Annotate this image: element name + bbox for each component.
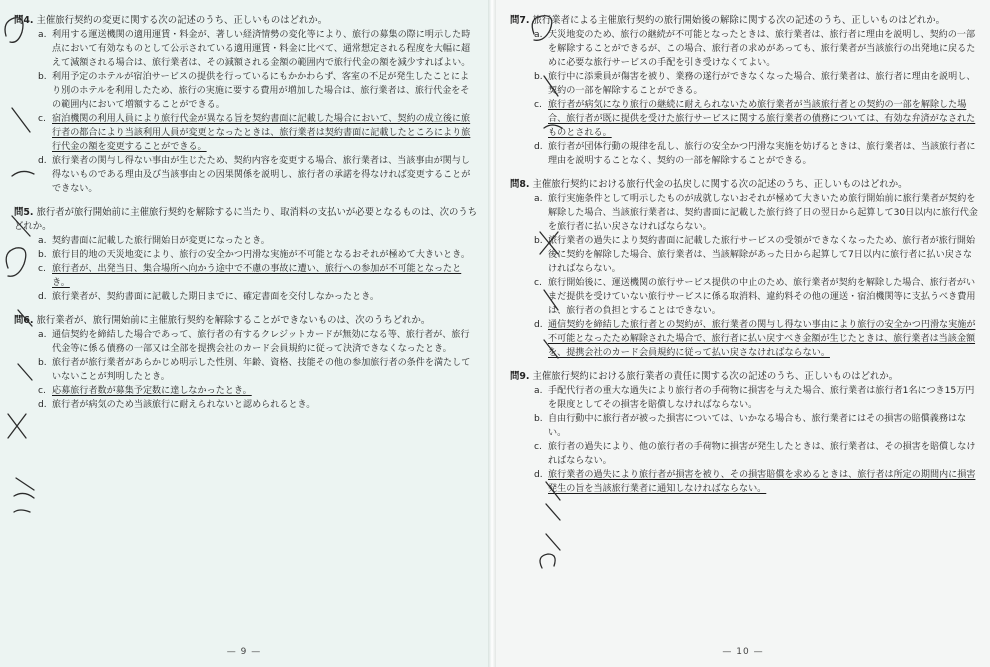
option-text-underlined: 通信契約を締結した旅行者との契約が、旅行業者の関与し得ない事由により旅行の安全かつ円滑な実施が不可能となったため解除された場合で、旅行者に払い戻すべき金額が生じたときは、旅行業者は当該金額を、提携会社のカード会員規約に従って払い戻さなければならない。	[548, 320, 976, 358]
option-label: c.	[38, 386, 46, 396]
option-text: 旅行実施条件として明示したものが成就しないおそれが極めて大きいため旅行開始前に旅行業者が契約を解除した場合、当該旅行業者は、契約書面に記載した旅行終了日の翌日から起算して30日以内に旅行代金を旅行者に払い戻さなければならない。	[548, 194, 978, 232]
option-label: d.	[38, 156, 47, 166]
page-right	[496, 0, 990, 667]
option-text-underlined: 旅行者が、出発当日、集合場所へ向かう途中で不慮の事故に遭い、旅行への参加が不可能となったとき。	[52, 264, 462, 288]
option-b[interactable]	[510, 412, 980, 440]
option-label: b.	[534, 414, 543, 424]
option-d[interactable]	[14, 398, 478, 412]
option-text: 旅行開始後に、運送機関の旅行サービス提供の中止のため、旅行業者が契約を解除した場合、旅行者がいまだ提供を受けていない旅行サービスに係る取消料、違約料その他の運送・宿泊機関等に支払うべき費用は、旅行者の負担とすることはできない。	[548, 278, 976, 316]
option-text: 旅行者が団体行動の規律を乱し、旅行の安全かつ円滑な実施を妨げるときは、旅行業者は、当該旅行者に理由を説明することなく、契約の一部を解除することができる。	[548, 142, 976, 166]
option-text: 手配代行者の重大な過失により旅行者の手荷物に損害を与えた場合、旅行業者は旅行者1名につき15万円を限度としてその損害を賠償しなければならない。	[548, 386, 975, 410]
option-b[interactable]	[510, 234, 980, 276]
option-b[interactable]	[14, 70, 478, 112]
question-heading	[14, 314, 478, 328]
option-a[interactable]	[14, 28, 478, 70]
question-number: 問8.	[510, 179, 530, 190]
option-text: 通信契約を締結した場合であって、旅行者の有するクレジットカードが無効になる等、旅行者が、旅行代金等に係る債務の一部又は全部を提携会社のカード会員規約に従って決済できなくなったとき。	[52, 330, 470, 354]
question-text: 主催旅行契約における旅行代金の払戻しに関する次の記述のうち、正しいものはどれか。	[532, 179, 908, 190]
option-label: b.	[38, 250, 47, 260]
page-left	[0, 0, 488, 667]
option-label: c.	[534, 442, 542, 452]
option-label: d.	[534, 470, 543, 480]
question-heading	[510, 178, 980, 192]
check-mark-q6c	[14, 493, 34, 498]
option-label: a.	[534, 30, 543, 40]
option-label: a.	[38, 30, 47, 40]
option-d[interactable]	[14, 290, 478, 304]
option-c[interactable]	[14, 384, 478, 398]
question-8	[510, 178, 980, 360]
slash-mark-q9c	[546, 534, 560, 550]
option-text-underlined: 宿泊機関の利用人員により旅行代金が異なる旨を契約書面に記載した場合において、契約の成立後に旅行者の都合により当該利用人員が変更となったときは、旅行業者は契約書面に記載したところにより旅行代金の額を変更することができる。	[52, 114, 471, 152]
option-d[interactable]	[510, 468, 980, 496]
option-label: a.	[38, 330, 47, 340]
option-text: 利用予定のホテルが宿泊サービスの提供を行っているにもかかわらず、客室の不足が発生したことにより別のホテルを利用したため、旅行の実施に要する費用が増加した場合は、旅行業者は、旅行代金をその範囲内において増額することができる。	[52, 72, 470, 110]
option-text: 旅行者の過失により、他の旅行者の手荷物に損害が発生したときは、旅行業者は、その損害を賠償しなければならない。	[548, 442, 976, 466]
option-a[interactable]	[14, 234, 478, 248]
option-label: d.	[38, 292, 47, 302]
option-d[interactable]	[510, 140, 980, 168]
option-text-underlined: 応募旅行者数が募集予定数に達しなかったとき。	[52, 386, 252, 396]
option-label: d.	[534, 142, 543, 152]
question-number: 問9.	[510, 371, 530, 382]
check-mark-q9d	[540, 554, 555, 568]
question-number: 問5.	[14, 207, 34, 218]
option-c[interactable]	[510, 276, 980, 318]
option-label: c.	[38, 114, 46, 124]
question-heading	[510, 14, 980, 28]
option-a[interactable]	[510, 28, 980, 70]
question-heading	[14, 206, 478, 234]
option-label: a.	[38, 236, 47, 246]
question-text: 旅行業者による主催旅行契約の旅行開始後の解除に関する次の記述のうち、正しいものはどれか。	[532, 15, 945, 26]
option-text-underlined: 旅行業者の過失により旅行者が損害を被り、その損害賠償を求めるときは、旅行者は所定の期間内に損害発生の旨を当該旅行業者に通知しなければならない。	[548, 470, 976, 494]
option-label: d.	[534, 320, 543, 330]
option-c[interactable]	[14, 112, 478, 154]
option-d[interactable]	[14, 154, 478, 196]
option-label: b.	[534, 236, 543, 246]
page-number-right: — 10 —	[722, 647, 764, 657]
option-text: 自由行動中に旅行者が被った損害については、いかなる場合も、旅行業者にはその損害の賠償義務はない。	[548, 414, 967, 438]
option-text: 旅行業者が、契約書面に記載した期日までに、確定書面を交付しなかったとき。	[52, 292, 380, 302]
option-text: 旅行中に添乗員が傷害を被り、業務の遂行ができなくなった場合、旅行業者は、旅行者に理由を説明し、契約の一部を解除することができる。	[548, 72, 976, 96]
slash-mark-q9b	[546, 504, 560, 520]
book-gutter	[488, 0, 496, 667]
option-c[interactable]	[510, 98, 980, 140]
option-text: 旅行者が旅行業者があらかじめ明示した性別、年齢、資格、技能その他の参加旅行者の条件を満たしていないことが判明したとき。	[52, 358, 471, 382]
option-text-underlined: 旅行者が病気になり旅行の継続に耐えられないため旅行業者が当該旅行者との契約の一部を解除した場合、旅行者が既に提供を受けた旅行サービスに関する旅行業者の債務については、有効な弁済がなされたものとされる。	[548, 100, 976, 138]
option-text: 旅行業者の関与し得ない事由が生じたため、契約内容を変更する場合、旅行業者は、当該事由が関与し得ないものである理由及び当該事由との因果関係を説明し、旅行者の承諾を得なければ変更することができない。	[52, 156, 471, 194]
option-label: c.	[38, 264, 46, 274]
question-6	[14, 314, 478, 412]
option-c[interactable]	[510, 440, 980, 468]
question-5	[14, 206, 478, 304]
option-label: a.	[534, 386, 543, 396]
option-text: 旅行業者の過失により契約書面に記載した旅行サービスの受領ができなくなったため、旅行者が旅行開始後に契約を解除した場合、旅行業者は、当該解除があった日から起算して7日以内に旅行者に払い戻さなければならない。	[548, 236, 976, 274]
option-label: b.	[38, 358, 47, 368]
option-label: a.	[534, 194, 543, 204]
option-text: 旅行目的地の天災地変により、旅行の安全かつ円滑な実施が不可能となるおそれが極めて大きいとき。	[52, 250, 470, 260]
option-text: 契約書面に記載した旅行開始日が変更になったとき。	[52, 236, 270, 246]
check-mark-q6d	[14, 510, 30, 512]
option-label: b.	[534, 72, 543, 82]
left-content	[14, 14, 478, 422]
option-d[interactable]	[510, 318, 980, 360]
right-content	[510, 14, 980, 506]
option-text: 旅行者が病気のため当該旅行に耐えられないと認められるとき。	[52, 400, 316, 410]
option-b[interactable]	[510, 70, 980, 98]
option-label: b.	[38, 72, 47, 82]
option-a[interactable]	[14, 328, 478, 356]
question-heading	[14, 14, 478, 28]
question-7	[510, 14, 980, 168]
question-4	[14, 14, 478, 196]
option-a[interactable]	[510, 384, 980, 412]
question-heading	[510, 370, 980, 384]
option-b[interactable]	[14, 356, 478, 384]
option-label: c.	[534, 278, 542, 288]
question-9	[510, 370, 980, 496]
question-number: 問4.	[14, 15, 34, 26]
question-number: 問7.	[510, 15, 530, 26]
option-c[interactable]	[14, 262, 478, 290]
option-a[interactable]	[510, 192, 980, 234]
option-label: c.	[534, 100, 542, 110]
option-text: 利用する運送機関の適用運賃・料金が、著しい経済情勢の変化等により、旅行の募集の際に明示した時点において有効なものとして公示されている適用運賃・料金に比べて、通常想定される程度を大幅に超えて減額される場合は、旅行業者は、その減額される金額の範囲内で旅行代金の額を減少すればよい。	[52, 30, 471, 68]
option-label: d.	[38, 400, 47, 410]
question-text: 旅行業者が、旅行開始前に主催旅行契約を解除することができないものは、次のうちどれか。	[36, 315, 431, 326]
option-text: 天災地変のため、旅行の継続が不可能となったときは、旅行業者は、旅行者に理由を説明し、契約の一部を解除することができるが、この場合、旅行者の求めがあっても、旅行業者が当該旅行の出発地に戻るために必要な旅行サービスの手配を引き受けなくてよい。	[548, 30, 976, 68]
option-b[interactable]	[14, 248, 478, 262]
slash-mark-q6b	[16, 478, 34, 490]
question-text: 主催旅行契約における旅行業者の責任に関する次の記述のうち、正しいものはどれか。	[532, 371, 899, 382]
question-number: 問6.	[14, 315, 34, 326]
question-text: 主催旅行契約の変更に関する次の記述のうち、正しいものはどれか。	[36, 15, 328, 26]
page-number-left: — 9 —	[226, 647, 262, 657]
question-text: 旅行者が旅行開始前に主催旅行契約を解除するに当たり、取消料の支払いが必要となるものは、次のうちどれか。	[14, 207, 478, 232]
